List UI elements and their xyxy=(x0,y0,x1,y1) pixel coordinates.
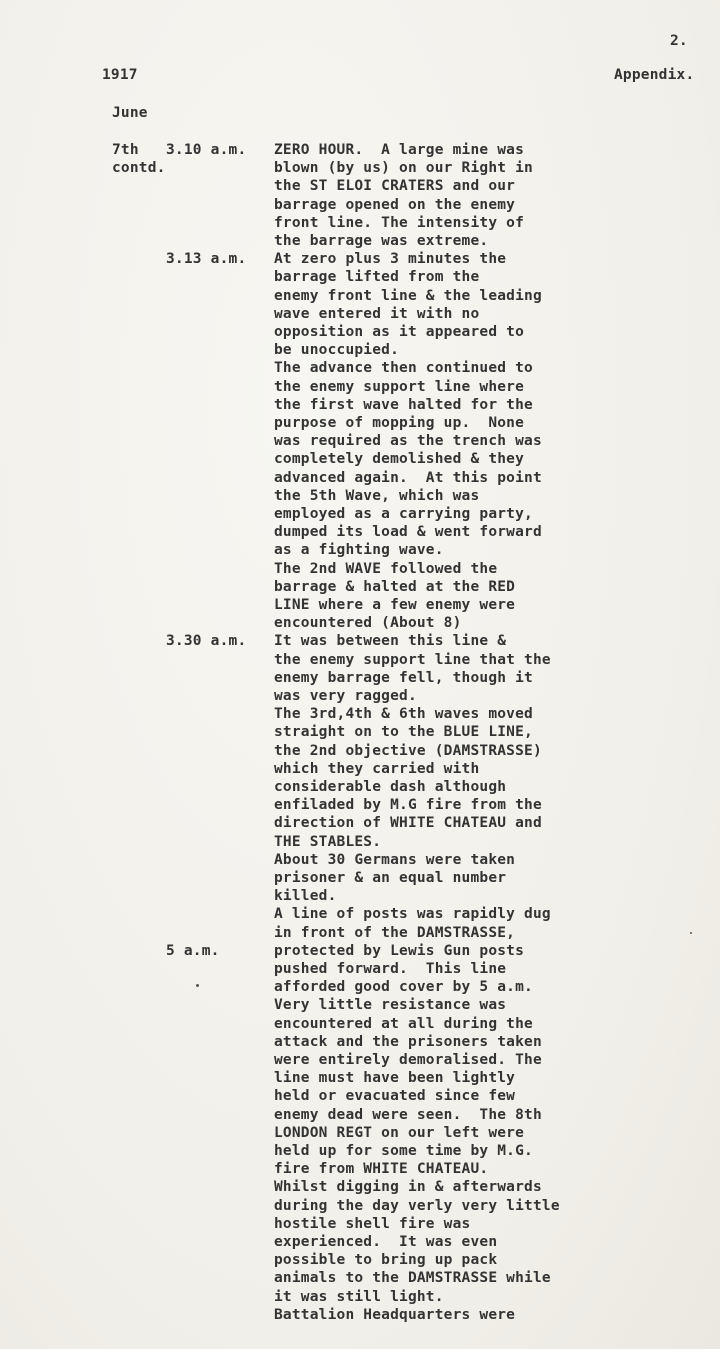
narrative-line: afforded good cover by 5 a.m. xyxy=(274,979,533,996)
narrative-line: advanced again. At this point xyxy=(274,469,542,486)
narrative-line: fire from WHITE CHATEAU. xyxy=(274,1161,489,1178)
narrative-line: The 2nd WAVE followed the xyxy=(274,560,498,577)
narrative-line: were entirely demoralised. The xyxy=(274,1052,542,1068)
narrative-line: The advance then continued to xyxy=(274,360,533,377)
narrative-line: killed. xyxy=(274,888,337,905)
narrative-line: as a fighting wave. xyxy=(274,542,444,559)
narrative-line: ZERO HOUR. A large mine was xyxy=(274,142,525,158)
narrative-line: prisoner & an equal number xyxy=(274,870,507,886)
narrative-line: the 2nd objective (DAMSTRASSE) xyxy=(274,742,542,759)
narrative-line: opposition as it appeared to xyxy=(274,324,525,340)
narrative-line: the enemy support line where xyxy=(274,378,525,395)
narrative-line: the barrage was extreme. xyxy=(274,233,489,249)
narrative-line: LONDON REGT on our left were xyxy=(274,1124,525,1141)
narrative-line: enfiladed by M.G fire from the xyxy=(274,797,542,814)
page-number: 2. xyxy=(670,33,688,49)
narrative-line: was required as the trench was xyxy=(274,433,542,450)
narrative-line: The 3rd,4th & 6th waves moved xyxy=(274,706,533,723)
narrative-line: encountered at all during the xyxy=(274,1015,533,1032)
year-heading: 1917 xyxy=(102,67,138,83)
narrative-line: barrage opened on the enemy xyxy=(274,196,516,213)
narrative-line: About 30 Germans were taken xyxy=(274,851,516,868)
narrative-line: was very ragged. xyxy=(274,688,417,704)
narrative-line: It was between this line & xyxy=(274,633,507,650)
narrative-line: LINE where a few enemy were xyxy=(274,597,516,613)
narrative-line: line must have been lightly xyxy=(274,1070,516,1087)
narrative-line: barrage & halted at the RED xyxy=(274,578,516,595)
time-entry: 3.10 a.m. xyxy=(166,142,247,158)
narrative-line: A line of posts was rapidly dug xyxy=(274,906,551,923)
narrative-line: blown (by us) on our Right in xyxy=(274,160,533,177)
narrative-line: possible to bring up pack xyxy=(274,1252,498,1269)
month-heading: June xyxy=(112,105,148,121)
narrative-line: employed as a carrying party, xyxy=(274,506,533,522)
narrative-line: hostile shell fire was xyxy=(274,1215,471,1232)
appendix-heading: Appendix. xyxy=(614,67,695,83)
paper-speck xyxy=(196,984,199,987)
narrative-line: Whilst digging in & afterwards xyxy=(274,1179,542,1196)
narrative-line: dumped its load & went forward xyxy=(274,524,542,541)
narrative-line: it was still light. xyxy=(274,1288,444,1305)
narrative-line: protected by Lewis Gun posts xyxy=(274,942,525,959)
narrative-line: experienced. It was even xyxy=(274,1234,498,1250)
narrative-line: encountered (About 8) xyxy=(274,615,462,632)
narrative-line: front line. The intensity of xyxy=(274,214,525,231)
narrative-line: pushed forward. This line xyxy=(274,961,507,977)
narrative-line: enemy dead were seen. The 8th xyxy=(274,1106,542,1123)
narrative-line: enemy front line & the leading xyxy=(274,287,542,304)
entry-day: 7th xyxy=(112,142,139,158)
narrative-line: in front of the DAMSTRASSE, xyxy=(274,924,516,941)
time-entry: 5 a.m. xyxy=(166,942,220,959)
entry-contd: contd. xyxy=(112,160,166,176)
narrative-line: direction of WHITE CHATEAU and xyxy=(274,815,542,832)
narrative-line: held or evacuated since few xyxy=(274,1088,516,1105)
narrative-line: held up for some time by M.G. xyxy=(274,1143,533,1159)
narrative-line: Very little resistance was xyxy=(274,997,507,1014)
narrative-line: the first wave halted for the xyxy=(274,396,533,413)
narrative-line: completely demolished & they xyxy=(274,451,525,468)
narrative-line: be unoccupied. xyxy=(274,342,400,359)
narrative-line: the ST ELOI CRATERS and our xyxy=(274,178,516,195)
narrative-line: which they carried with xyxy=(274,760,480,777)
narrative-line: attack and the prisoners taken xyxy=(274,1033,542,1050)
narrative-line: THE STABLES. xyxy=(274,833,382,850)
time-entry: 3.13 a.m. xyxy=(166,251,247,268)
narrative-line: purpose of mopping up. None xyxy=(274,415,525,431)
narrative-line: considerable dash although xyxy=(274,779,507,795)
narrative-line: animals to the DAMSTRASSE while xyxy=(274,1270,551,1287)
narrative-line: At zero plus 3 minutes the xyxy=(274,251,507,268)
narrative-line: Battalion Headquarters were xyxy=(274,1306,516,1323)
narrative-line: straight on to the BLUE LINE, xyxy=(274,724,533,741)
time-entry: 3.30 a.m. xyxy=(166,633,247,650)
narrative-line: barrage lifted from the xyxy=(274,269,480,286)
narrative-line: during the day verly very little xyxy=(274,1197,560,1214)
narrative-line: the 5th Wave, which was xyxy=(274,487,480,504)
narrative-line: the enemy support line that the xyxy=(274,651,551,668)
narrative-line: enemy barrage fell, though it xyxy=(274,669,533,686)
paper-speck xyxy=(690,932,692,934)
narrative-line: wave entered it with no xyxy=(274,305,480,322)
